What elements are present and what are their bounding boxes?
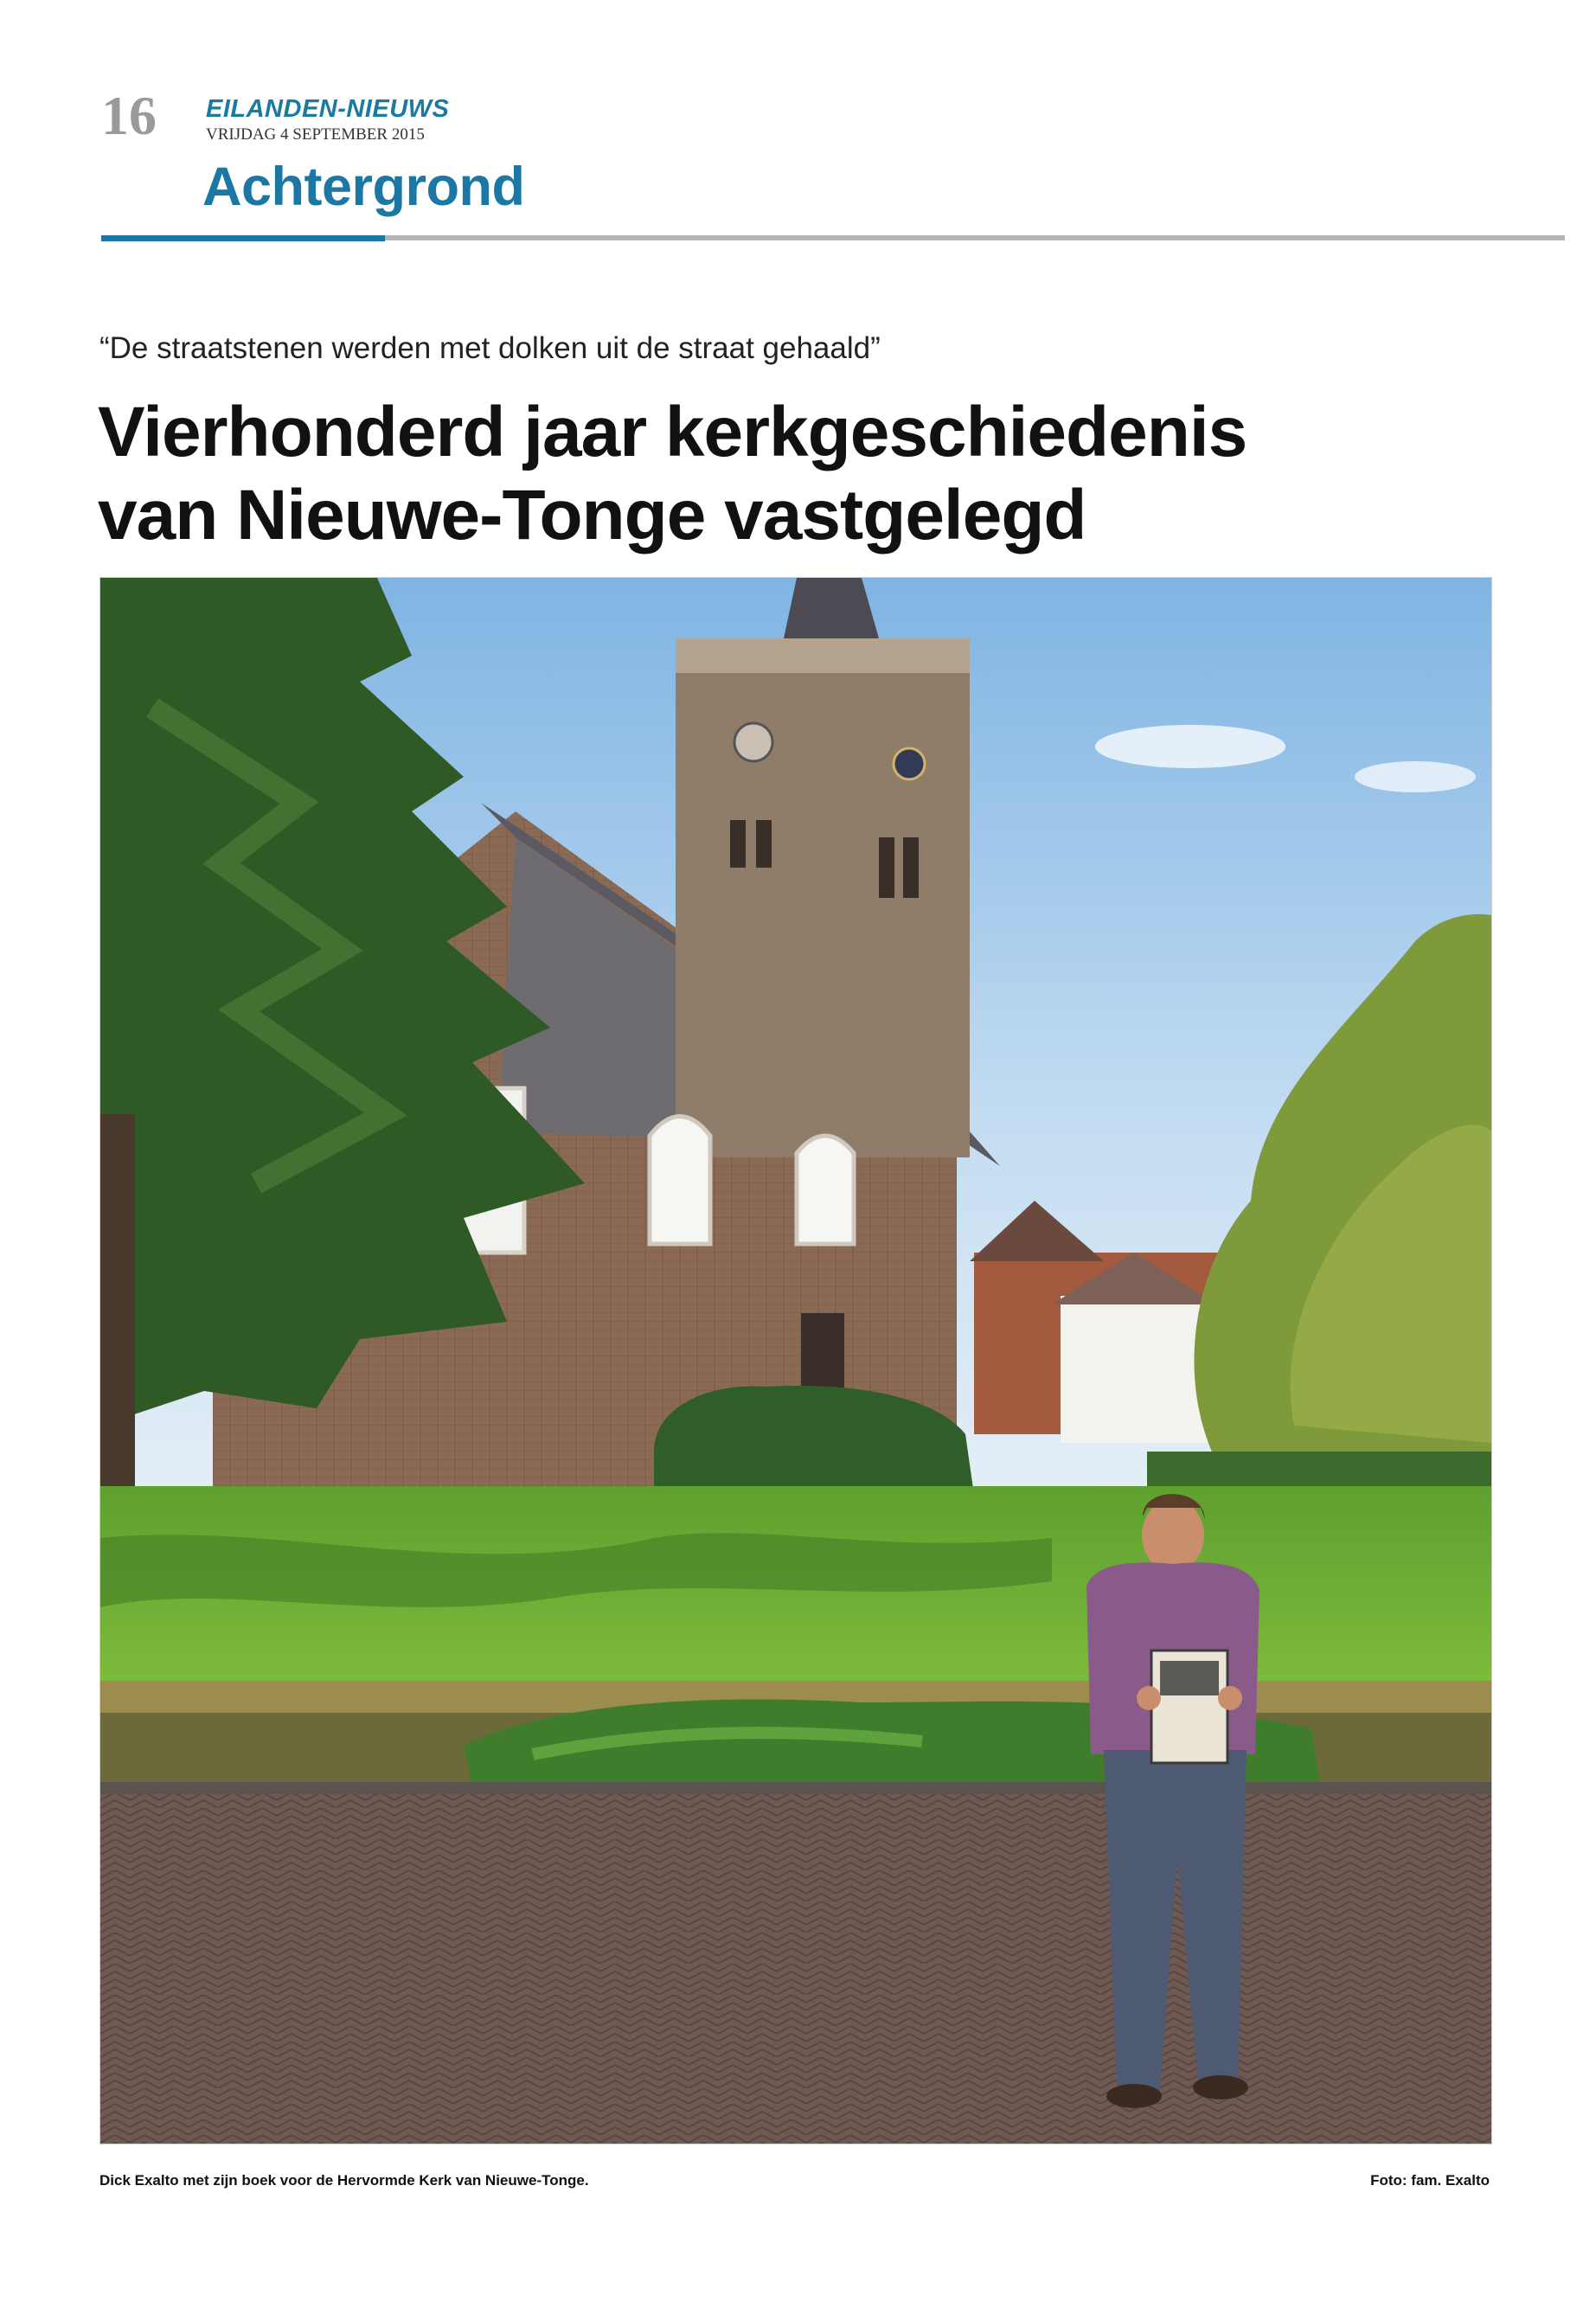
article-headline (98, 391, 1395, 557)
headline-line-2: van Nieuwe-Tonge vastgelegd (98, 476, 1086, 554)
headline-line-1: Vierhonderd jaar kerkgeschiedenis (98, 393, 1247, 471)
photo-caption: Dick Exalto met zijn boek voor de Hervormde Kerk van Nieuwe-Tonge. (99, 2172, 589, 2189)
church-photo-illustration (100, 578, 1491, 2144)
header-rule-accent (101, 235, 385, 241)
issue-date: VRIJDAG 4 SEPTEMBER 2015 (206, 125, 425, 144)
photo-credit: Foto: fam. Exalto (1370, 2172, 1490, 2189)
article-kicker: “De straatstenen werden met dolken uit de straat gehaald” (99, 331, 881, 365)
article-photo (99, 577, 1492, 2144)
page-number: 16 (101, 85, 157, 146)
masthead-logo: EILANDEN-NIEUWS (206, 95, 450, 123)
section-label: Achtergrond (202, 157, 525, 217)
